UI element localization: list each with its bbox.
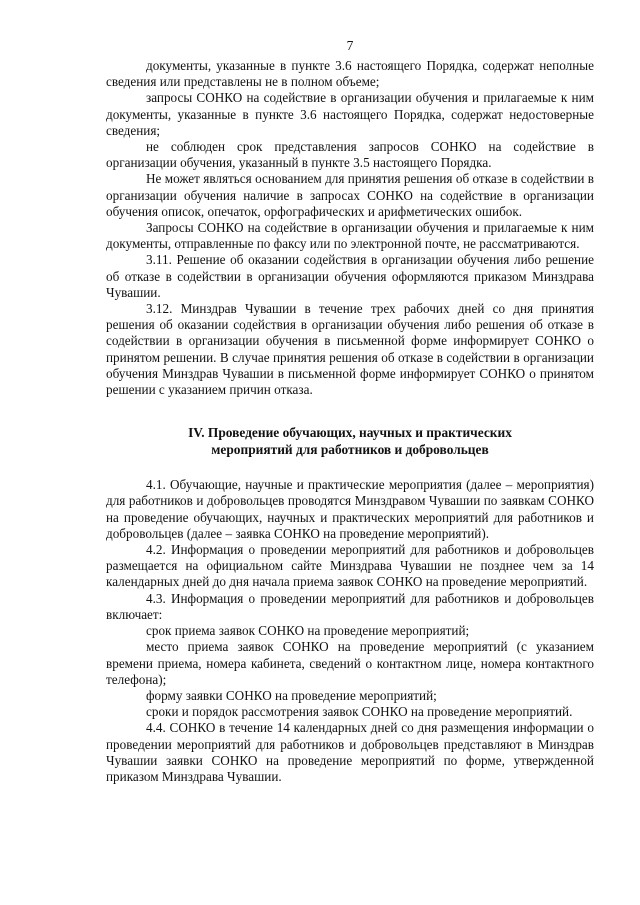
paragraph-deadline-missed: не соблюден срок представления запросов СОНКО на содействие в организации обучения, указанный в пункте 3.5 настоящего Порядка.	[106, 139, 594, 171]
paragraph-unreliable-information: запросы СОНКО на содействие в организации обучения и прилагаемые к ним документы, указанные в пункте 3.6 настоящего Порядка, содержат недостоверные сведения;	[106, 90, 594, 138]
section-heading-line-2: мероприятий для работников и добровольцев	[211, 441, 489, 457]
paragraph-4-2: 4.2. Информация о проведении мероприятий для работников и добровольцев размещается на официальном сайте Минздрава Чувашии не позднее чем за 14 календарных дней до дня начала приема заявок СОНКО на проведение мероприятий.	[106, 542, 594, 590]
paragraph-fax-email-not-considered: Запросы СОНКО на содействие в организации обучения и прилагаемые к ним документы, отправленные по факсу или по электронной почте, не рассматриваются.	[106, 220, 594, 252]
section-heading-iv	[106, 425, 594, 458]
paragraph-4-4: 4.4. СОНКО в течение 14 календарных дней со дня размещения информации о проведении мероприятий для работников и добровольцев представляют в Минздрав Чувашии заявки СОНКО на проведение мероприятий по форме, утвержденной приказом Минздрава Чувашии.	[106, 720, 594, 784]
paragraph-incomplete-documents: документы, указанные в пункте 3.6 настоящего Порядка, содержат неполные сведения или представлены не в полном объеме;	[106, 58, 594, 90]
page-number: 7	[346, 38, 354, 53]
paragraph-4-1: 4.1. Обучающие, научные и практические мероприятия (далее – мероприятия) для работников и добровольцев проводятся Минздравом Чувашии по заявкам СОНКО на проведение обучающих, научных и практических мероприятий для работников и добровольцев (далее – заявка СОНКО на проведение мероприятий).	[106, 477, 594, 541]
paragraph-3-12: 3.12. Минздрав Чувашии в течение трех рабочих дней со дня принятия решения об оказании содействия в организации обучения либо решения об отказе в содействии в организации обучения в письменной форме информирует СОНКО о принятом решении. В случае принятия решения об отказе в содействии в организации обучения Минздрав Чувашии в письменной форме информирует СОНКО о принятом решении с указанием причин отказа.	[106, 301, 594, 398]
list-item-application-form: форму заявки СОНКО на проведение мероприятий;	[146, 687, 437, 703]
list-item-review-procedure: сроки и порядок рассмотрения заявок СОНКО на проведение мероприятий.	[146, 704, 573, 720]
paragraph-typos-not-ground: Не может являться основанием для принятия решения об отказе в содействии в организации обучения наличие в запросах СОНКО на содействие в организации обучения описок, опечаток, орфографических и арифметических ошибок.	[106, 171, 594, 219]
section-heading-line-1: IV. Проведение обучающих, научных и практических	[188, 425, 512, 441]
list-item-application-place: место приема заявок СОНКО на проведение мероприятий (с указанием времени приема, номера кабинета, сведений о контактном лице, номера контактного телефона);	[106, 639, 594, 687]
paragraph-4-3: 4.3. Информация о проведении мероприятий для работников и добровольцев включает:	[106, 590, 594, 622]
document-page	[106, 38, 594, 785]
list-item-application-period: срок приема заявок СОНКО на проведение мероприятий;	[146, 623, 470, 639]
paragraph-3-11: 3.11. Решение об оказании содействия в организации обучения либо решение об отказе в содействии в организации обучения оформляются приказом Минздрава Чувашии.	[106, 252, 594, 300]
